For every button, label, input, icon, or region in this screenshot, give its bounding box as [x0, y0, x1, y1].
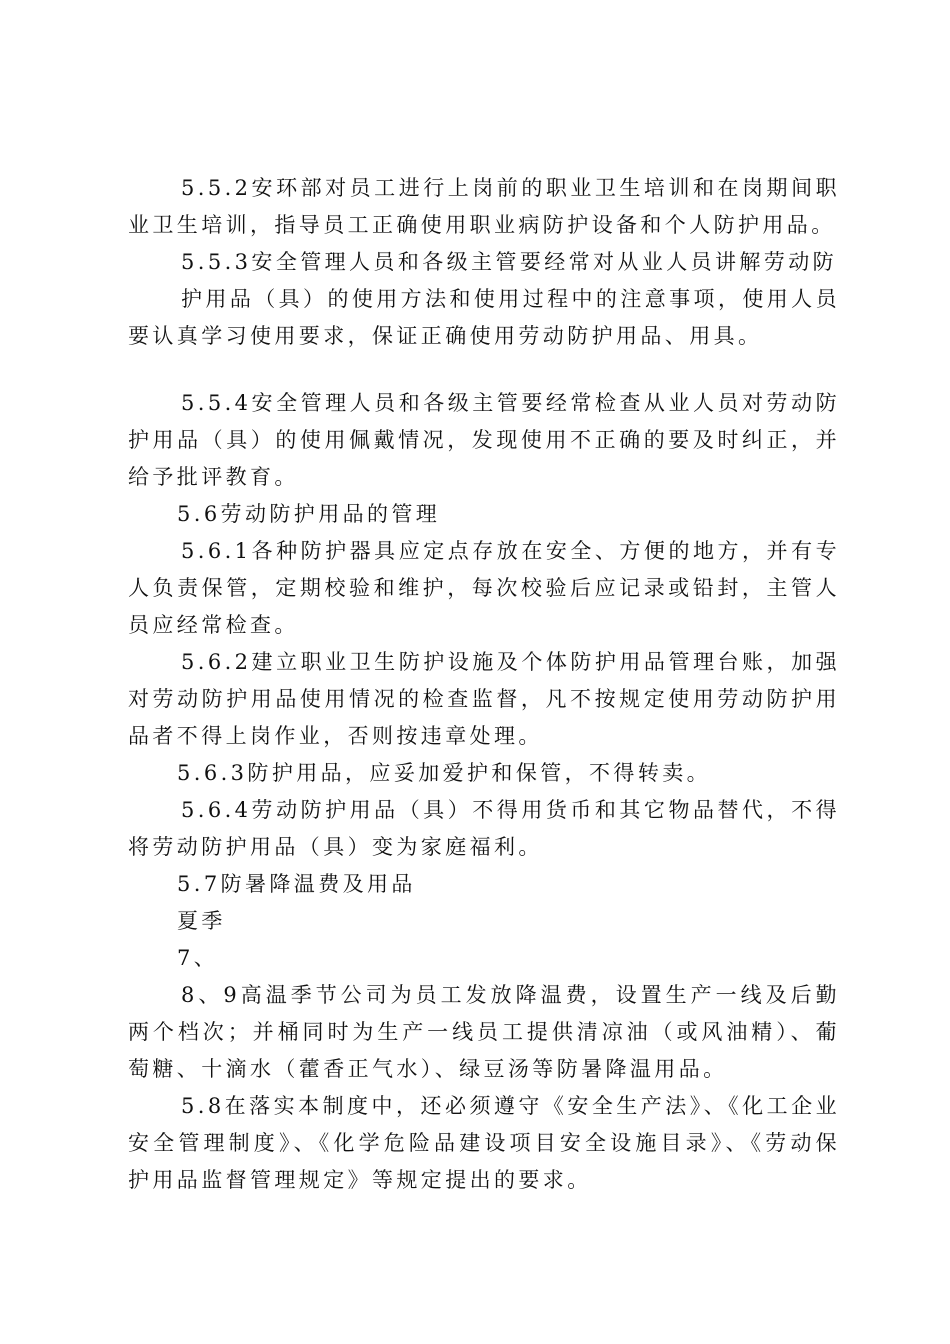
paragraph-5-6-3: 5.6.3防护用品，应妥加爱护和保管，不得转卖。 — [177, 761, 712, 785]
paragraph-eight-nine: 8、9高温季节公司为员工发放降温费，设置生产一线及后勤两个档次；并桶同时为生产一线员工提供清凉油（或风油精）、葡萄糖、十滴水（藿香正气水）、绿豆汤等防暑降温用品。 — [128, 983, 840, 1081]
paragraph-5-5-4: 5.5.4安全管理人员和各级主管要经常检查从业人员对劳动防护用品（具）的使用佩戴情况，发现使用不正确的要及时纠正，并给予批评教育。 — [128, 391, 840, 489]
paragraph-5-6-2: 5.6.2建立职业卫生防护设施及个体防护用品管理台账，加强对劳动防护用品使用情况的检查监督，凡不按规定使用劳动防护用品者不得上岗作业，否则按违章处理。 — [128, 650, 840, 748]
section-heading-5-7: 5.7防暑降温费及用品 — [177, 872, 416, 896]
paragraph-5-5-3: 5.5.3安全管理人员和各级主管要经常对从业人员讲解劳动防 — [181, 250, 838, 274]
paragraph-seven: 7、 — [177, 946, 219, 970]
paragraph-gap — [128, 355, 840, 385]
paragraph-5-6-1: 5.6.1各种防护器具应定点存放在安全、方便的地方，并有专人负责保管，定期校验和维护，每次校验后应记录或铅封，主管人员应经常检查。 — [128, 539, 840, 637]
paragraph-5-6-4: 5.6.4劳动防护用品（具）不得用货币和其它物品替代，不得将劳动防护用品（具）变为家庭福利。 — [128, 798, 840, 859]
document-body — [128, 170, 840, 1199]
paragraph-5-5-2: 5.5.2安环部对员工进行上岗前的职业卫生培训和在岗期间职业卫生培训，指导员工正确使用职业病防护设备和个人防护用品。 — [128, 176, 840, 237]
section-heading-5-6: 5.6劳动防护用品的管理 — [177, 502, 441, 526]
paragraph-summer: 夏季 — [177, 909, 226, 933]
paragraph-5-8: 5.8在落实本制度中，还必须遵守《安全生产法》、《化工企业安全管理制度》、《化学危险品建设项目安全设施目录》、《劳动保护用品监督管理规定》等规定提出的要求。 — [128, 1094, 840, 1192]
paragraph-5-5-3-continued: 护用品（具）的使用方法和使用过程中的注意事项，使用人员要认真学习使用要求，保证正确使用劳动防护用品、用具。 — [128, 287, 840, 348]
